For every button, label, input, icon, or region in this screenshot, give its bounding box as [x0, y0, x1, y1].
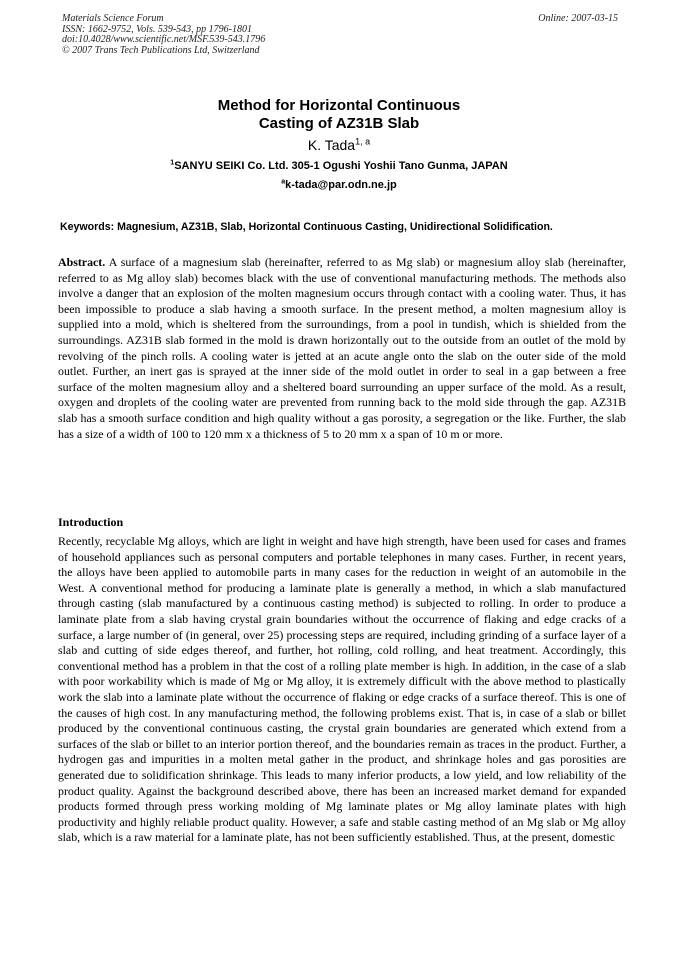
paper-title	[0, 97, 678, 133]
journal-header	[62, 14, 618, 56]
abstract-label: Abstract.	[58, 255, 106, 269]
abstract-text: A surface of a magnesium slab (hereinafter, referred to as Mg slab) or magnesium alloy slab (hereinafter, referred to as Mg alloy slab) becomes black with the use of conventional manufacturing methods. The methods also involve a danger that an explosion of the molten magnesium occurs through contact with a cooling water. Thus, it has been impossible to produce a slab having a smooth surface. In the present method, a molten magnesium alloy is supplied into a mold, which is sheltered from the surroundings, from a pool in tundish, which is shielded from the surroundings. AZ31B slab formed in the mold is drawn horizontally out to the outside from an outlet of the mold by revolving of the pinch rolls. A cooling water is jetted at an acute angle onto the slab on the outer side of the mold outlet. Further, an inert gas is sprayed at the inner side of the mold outlet in order to seal in a gap between a free surface of the molten magnesium alloy and a sheltered board surrounding an upper surface of the mold. As a result, oxygen and droplets of the cooling water are prevented from running back to the mold side through the gap. AZ31B slab has a smooth surface condition and high quality without a gas porosity, a segregation or the like. Further, the slab has a size of a width of 100 to 120 mm x a thickness of 5 to 20 mm x a span of 10 m or more.	[58, 255, 626, 441]
introduction-text: Recently, recyclable Mg alloys, which are light in weight and have high strength, have been used for cases and frames of household appliances such as personal computers and portable telephones in many cases. Further, in recent years, the alloys have been applied to automobile parts in many cases for the reduction in weight of an automobile in the West. A conventional method for producing a laminate plate is generally a method, in which a slab manufactured through casting (slab manufactured by a continuous casting method) is subjected to rolling. In order to produce a laminate plate from a slab having crystal grain boundaries without the occurrence of flaking and edge cracks of a surface, a large number of (in general, over 25) processing steps are required, including grinding of a surface layer of a slab and cutting of side edges thereof, and further, hot rolling, cold rolling, and heat treatment. Accordingly, this conventional method has a problem in that the cost of a rolling plate member is high. In addition, in the case of a slab with poor workability which is made of Mg or Mg alloy, it is extremely difficult with the above method to plastically work the slab into a laminate plate without the occurrence of flaking or edge cracks of a surface thereof. This is one of the causes of high cost. In any manufacturing method, the following problems exist. That is, in case of a slab or billet produced by the conventional continuous casting, the crystal grain boundaries are generated which extend from a surfaces of the slab or billet to an interior portion thereof, and the boundaries remain as traces in the product. Further, a hydrogen gas and impurities in a molten metal gather in the product, and shrinkage holes and gas porosities are generated due to solidification shrinkage. This leads to many inferior products, a low yield, and low reliability of the product quality. Against the background described above, there has been an increased market demand for expanded products formed through press working molding of Mg laminate plates or Mg alloy laminate plates with high productivity and highly reliable product quality. However, a safe and stable casting method of an Mg slab or Mg alloy slab, which is a raw material for a laminate plate, has not been sufficiently established. Thus, at the present, domestic	[58, 534, 626, 845]
affiliation	[0, 158, 678, 174]
title-block	[0, 97, 678, 193]
journal-name: Materials Science Forum	[62, 13, 164, 24]
email-address[interactable]: k-tada@par.odn.ne.jp	[285, 179, 397, 191]
keywords-label: Keywords:	[60, 221, 115, 233]
abstract	[58, 255, 626, 442]
keywords-text: Magnesium, AZ31B, Slab, Horizontal Continuous Casting, Unidirectional Solidification.	[114, 221, 553, 233]
doi-line[interactable]: doi:10.4028/www.scientific.net/MSF.539-543.1796	[62, 34, 266, 45]
affiliation-superscript: 1	[170, 159, 175, 167]
author-name: K. Tada	[307, 137, 356, 153]
keywords	[60, 220, 618, 234]
author	[0, 136, 678, 154]
title-line-2: Casting of AZ31B Slab	[258, 115, 420, 132]
email-superscript: a	[281, 178, 286, 186]
online-date: Online: 2007-03-15	[538, 13, 618, 24]
author-superscript: 1, a	[355, 136, 371, 147]
issn-line: ISSN: 1662-9752, Vols. 539-543, pp 1796-1801	[62, 23, 252, 35]
copyright-line: © 2007 Trans Tech Publications Ltd, Switzerland	[62, 44, 260, 56]
introduction-heading: Introduction	[58, 515, 124, 529]
author-email	[0, 177, 678, 193]
title-line-1: Method for Horizontal Continuous	[217, 97, 461, 114]
affiliation-text: SANYU SEIKI Co. Ltd. 305-1 Ogushi Yoshii Tano Gunma, JAPAN	[174, 160, 508, 172]
